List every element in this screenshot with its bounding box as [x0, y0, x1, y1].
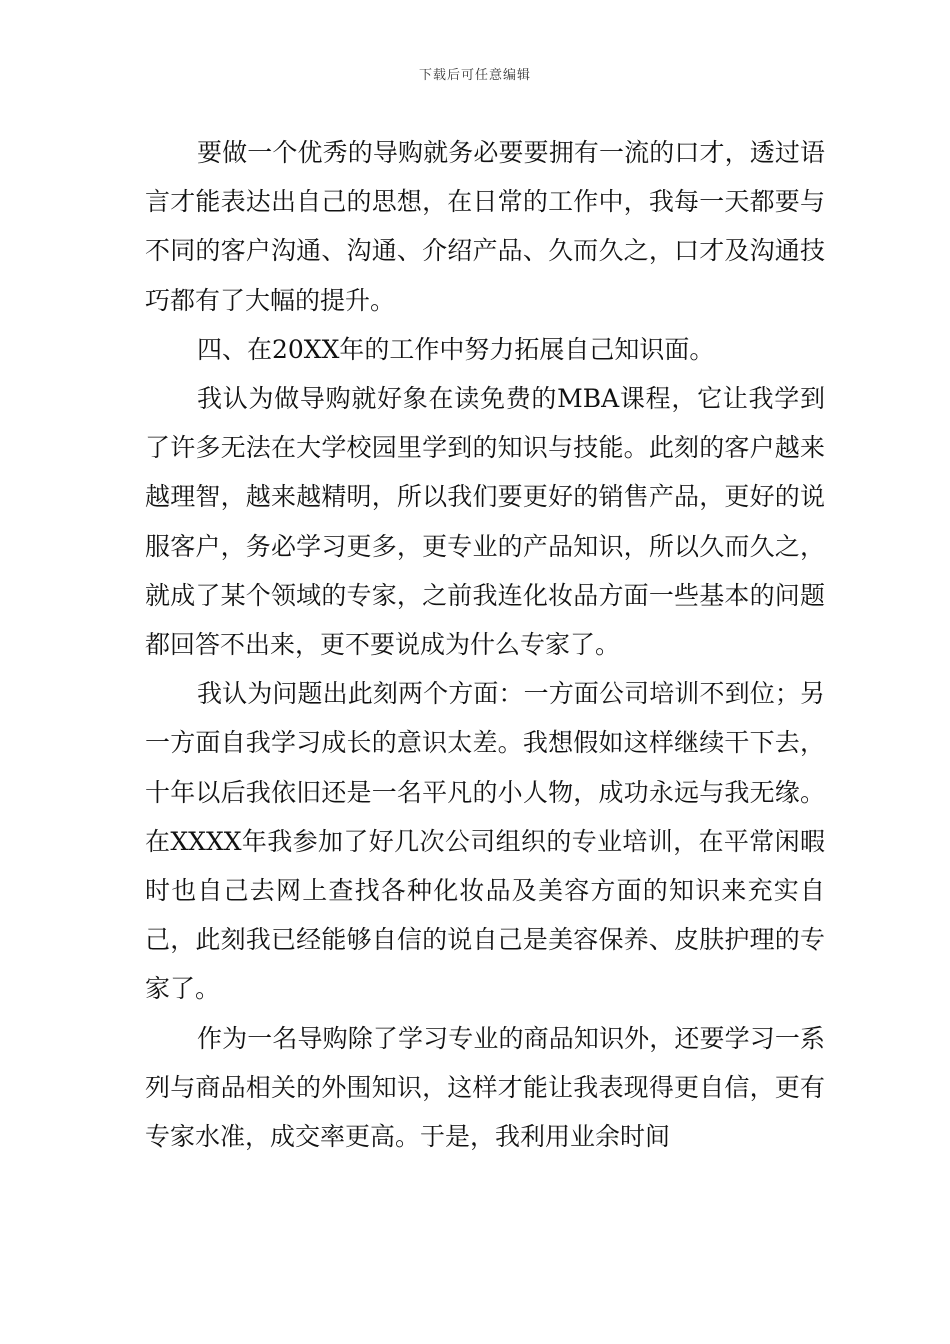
paragraph: 四、在20XX年的工作中努力拓展自己知识面。 — [197, 334, 715, 364]
paragraph: 我认为做导购就好象在读免费的MBA课程，它让我学到了许多无法在大学校园里学到的知识与技能。此刻的客户越来越理智，越来越精明，所以我们要更好的销售产品，更好的说服客户，务必学习更多，更专业的产品知识，所以久而久之，就成了某个领域的专家，之前我连化妆品方面一些基本的问题都回答不出来，更不要说成为什么专家了。 — [145, 384, 825, 660]
paragraph: 作为一名导购除了学习专业的商品知识外，还要学习一系列与商品相关的外围知识，这样才能让我表现得更自信，更有专家水准，成交率更高。于是，我利用业余时间 — [145, 1023, 825, 1152]
paragraph: 我认为问题出此刻两个方面：一方面公司培训不到位；另一方面自我学习成长的意识太差。我想假如这样继续干下去，十年以后我依旧还是一名平凡的小人物，成功永远与我无缘。在XXXX年我参加了好几次公司组织的专业培训，在平常闲暇时也自己去网上查找各种化妆品及美容方面的知识来充实自己，此刻我已经能够自信的说自己是美容保养、皮肤护理的专家了。 — [145, 679, 825, 1004]
document-body — [145, 128, 825, 1161]
paragraph: 要做一个优秀的导购就务必要要拥有一流的口才，透过语言才能表达出自己的思想，在日常的工作中，我每一天都要与不同的客户沟通、沟通、介绍产品、久而久之，口才及沟通技巧都有了大幅的提升。 — [145, 138, 825, 315]
page-header: 下载后可任意编辑 — [418, 68, 531, 83]
